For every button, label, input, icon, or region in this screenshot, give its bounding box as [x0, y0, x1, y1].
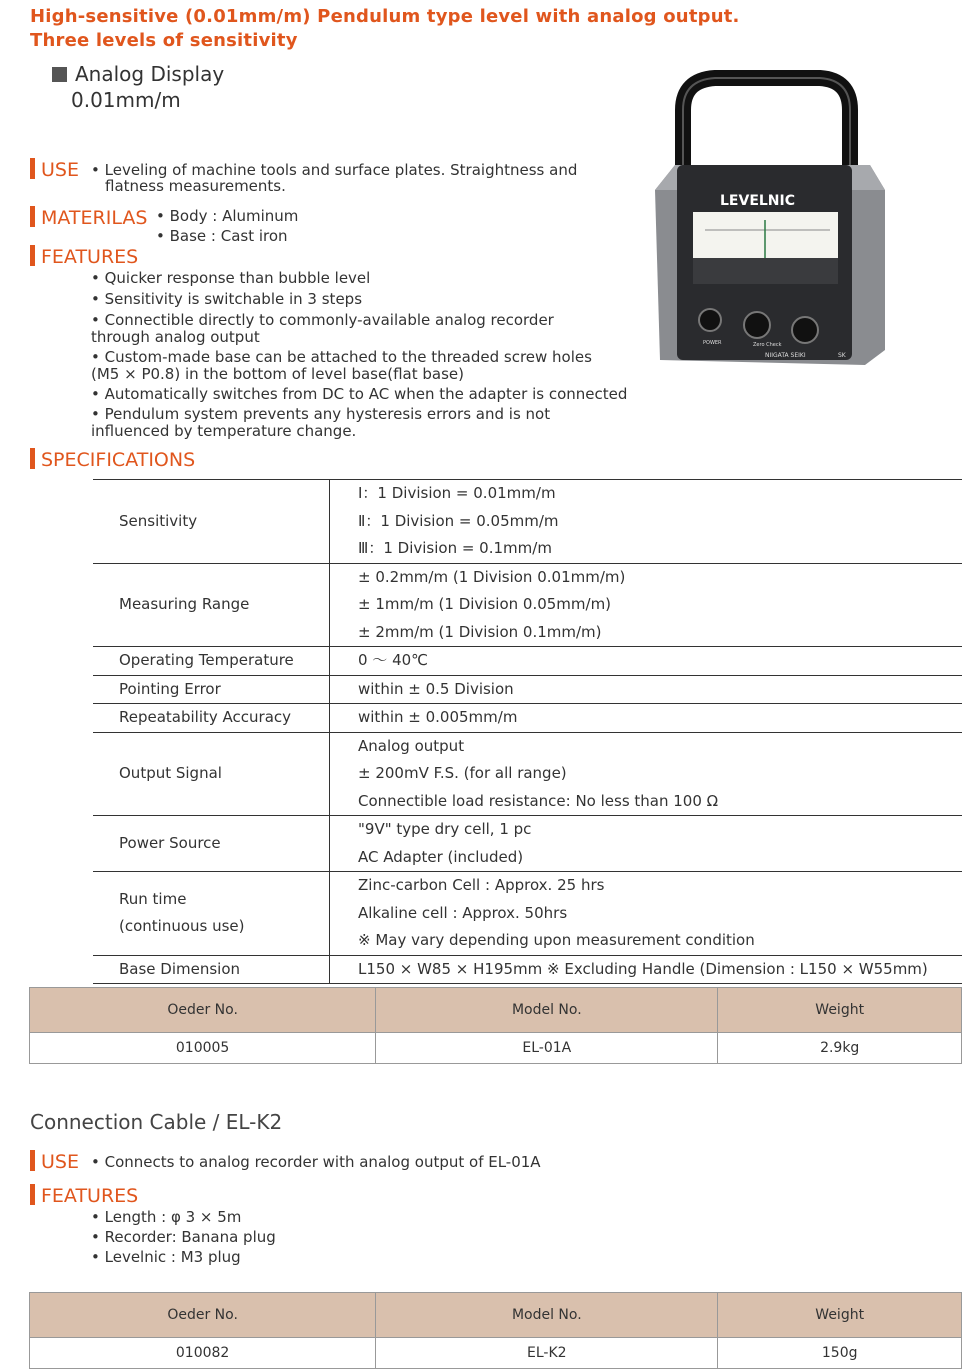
features-section-label [30, 245, 138, 268]
spec-value: Alkaline cell : Approx. 50hrs [358, 903, 568, 922]
table-row [93, 480, 962, 564]
feature-item: • Custom-made base can be attached to the threaded screw holes [91, 348, 592, 366]
spec-value: within ± 0.5 Division [358, 679, 514, 698]
spec-value: within ± 0.005mm/m [358, 708, 518, 726]
section-bar-icon [30, 245, 35, 266]
model-number-cell: EL-01A [376, 1033, 718, 1064]
weight-cell: 150g [718, 1338, 962, 1369]
spec-key-cell [93, 675, 330, 704]
materials-label-text: MATERILAS [41, 207, 148, 229]
spec-value: L150 × W85 × H195mm ※ Excluding Handle (Dimension : L150 × W55mm) [358, 959, 928, 978]
spec-value: ± 0.2mm/m (1 Division 0.01mm/m) [358, 567, 626, 586]
maker-mark: SK [838, 352, 846, 359]
material-base: • Base : Cast iron [156, 227, 288, 245]
spec-value: Connectible load resistance: No less than 100 Ω [358, 791, 719, 810]
display-title [52, 62, 224, 86]
headline-line-2: Three levels of sensitivity [30, 30, 298, 51]
spec-value: Analog output [358, 736, 465, 755]
handle [683, 78, 850, 180]
feature-item-continued: influenced by temperature change. [91, 422, 357, 440]
power-knob-label: POWER [703, 340, 722, 346]
feature-item-continued: through analog output [91, 328, 260, 346]
weight-cell: 2.9kg [718, 1033, 962, 1064]
feature-item-continued: (M5 × P0.8) in the bottom of level base(flat base) [91, 365, 464, 383]
specifications-section-label [30, 448, 195, 471]
spec-value: ± 1mm/m (1 Division 0.05mm/m) [358, 595, 612, 613]
specifications-label-text: SPECIFICATIONS [41, 449, 196, 471]
table-row [30, 1033, 962, 1064]
spec-key: Base Dimension [119, 959, 241, 978]
section-bar-icon [30, 206, 35, 227]
table-row [93, 816, 962, 872]
spec-value: AC Adapter (included) [358, 847, 524, 866]
model-number-cell: EL-K2 [376, 1338, 718, 1369]
spec-key: Repeatability Accuracy [119, 708, 292, 726]
zero-check-label: Zero Check [753, 342, 782, 348]
spec-value: Ⅱ：1 Division = 0.05mm/m [358, 511, 559, 530]
spec-value: Ⅰ：1 Division = 0.01mm/m [358, 484, 556, 502]
cable-features-section-label [30, 1184, 138, 1207]
cable-use-item: • Connects to analog recorder with analog output of EL-01A [91, 1153, 541, 1171]
use-section-label [30, 158, 79, 181]
table-row [93, 675, 962, 704]
spec-key: Pointing Error [119, 679, 221, 698]
cable-feature-item: • Length : φ 3 × 5m [91, 1208, 242, 1226]
handle-highlight [683, 78, 850, 180]
spec-value-cell [330, 732, 963, 816]
features-label-text: FEATURES [41, 246, 139, 268]
use-item: • Leveling of machine tools and surface plates. Straightness and [91, 161, 578, 179]
features-list [91, 270, 627, 440]
order-table-cable [29, 1292, 962, 1369]
power-knob [699, 309, 721, 331]
spec-value-cell [330, 647, 963, 676]
weight-header: Weight [718, 988, 962, 1033]
spec-value: "9V" type dry cell, 1 pc [358, 820, 532, 838]
section-bar-icon [30, 1150, 35, 1171]
levelnic-device-image [645, 70, 890, 370]
spec-value: 0 ～ 40℃ [358, 651, 429, 669]
model-number-header: Model No. [376, 1293, 718, 1338]
spec-key: Operating Temperature [119, 651, 294, 669]
table-row [93, 732, 962, 816]
range-knob [792, 317, 818, 343]
spec-key-cell [93, 872, 330, 956]
spec-key-cell [93, 704, 330, 733]
spec-value: ± 200mV F.S. (for all range) [358, 764, 567, 782]
spec-value-cell [330, 872, 963, 956]
feature-item: • Sensitivity is switchable in 3 steps [91, 290, 363, 308]
brand-label: LEVELNIC [720, 193, 796, 209]
specifications-table-body [93, 480, 962, 984]
cable-use-section-label [30, 1150, 79, 1173]
feature-item: • Quicker response than bubble level [91, 269, 371, 287]
spec-value-cell [330, 955, 963, 984]
spec-value: ± 2mm/m (1 Division 0.1mm/m) [358, 622, 602, 641]
model-number-header: Model No. [376, 988, 718, 1033]
cable-features-label-text: FEATURES [41, 1185, 139, 1207]
order-table-main [29, 987, 962, 1064]
maker-label: NIIGATA SEIKI [765, 352, 806, 359]
spec-value-cell [330, 563, 963, 647]
feature-item: • Connectible directly to commonly-available analog recorder [91, 311, 554, 329]
order-number-cell: 010082 [30, 1338, 376, 1369]
order-number-header: Oeder No. [30, 988, 376, 1033]
cable-feature-item: • Recorder: Banana plug [91, 1228, 276, 1246]
order-table-header-row [30, 1293, 962, 1338]
display-value: 0.01mm/m [71, 88, 181, 112]
spec-key-cell [93, 816, 330, 872]
table-row [93, 704, 962, 733]
section-bar-icon [30, 448, 35, 469]
spec-key: Output Signal [119, 764, 222, 782]
weight-header: Weight [718, 1293, 962, 1338]
section-bar-icon [30, 158, 35, 179]
spec-value: Zinc-carbon Cell : Approx. 25 hrs [358, 876, 605, 894]
spec-key: Run time [119, 889, 187, 908]
materials-section-label [30, 206, 147, 229]
order-number-header: Oeder No. [30, 1293, 376, 1338]
spec-key-cell [93, 563, 330, 647]
spec-value: Ⅲ：1 Division = 0.1mm/m [358, 539, 552, 557]
cable-title: Connection Cable / EL-K2 [30, 1110, 283, 1134]
meter-lower-shade [693, 258, 838, 284]
spec-value-cell [330, 675, 963, 704]
cable-feature-item: • Levelnic : M3 plug [91, 1248, 241, 1266]
cable-use-label-text: USE [41, 1151, 79, 1173]
spec-key: Sensitivity [119, 511, 198, 530]
section-bar-icon [30, 1184, 35, 1205]
use-label-text: USE [41, 159, 79, 181]
spec-value-cell [330, 704, 963, 733]
order-table-header-row [30, 988, 962, 1033]
table-row [93, 563, 962, 647]
table-row [93, 955, 962, 984]
order-number-cell: 010005 [30, 1033, 376, 1064]
spec-value-cell [330, 816, 963, 872]
spec-key-cell [93, 480, 330, 564]
cable-features-list [91, 1209, 276, 1269]
headline-line-1: High-sensitive (0.01mm/m) Pendulum type level with analog output. [30, 6, 740, 27]
square-bullet-icon [52, 67, 67, 82]
spec-key: (continuous use) [119, 917, 245, 936]
spec-value: ※ May vary depending upon measurement condition [358, 931, 755, 949]
use-item-continued: flatness measurements. [105, 177, 286, 195]
material-body: • Body : Aluminum [156, 207, 299, 225]
spec-key: Measuring Range [119, 595, 250, 613]
feature-item: • Pendulum system prevents any hysteresis errors and is not [91, 405, 551, 423]
spec-key: Power Source [119, 833, 221, 852]
table-row [30, 1338, 962, 1369]
spec-key-cell [93, 955, 330, 984]
specifications-table [93, 479, 962, 984]
spec-key-cell [93, 732, 330, 816]
spec-key-cell [93, 647, 330, 676]
feature-item: • Automatically switches from DC to AC when the adapter is connected [91, 385, 628, 403]
table-row [93, 872, 962, 956]
display-title-text: Analog Display [75, 62, 225, 86]
spec-value-cell [330, 480, 963, 564]
zero-check-knob [744, 312, 770, 338]
table-row [93, 647, 962, 676]
